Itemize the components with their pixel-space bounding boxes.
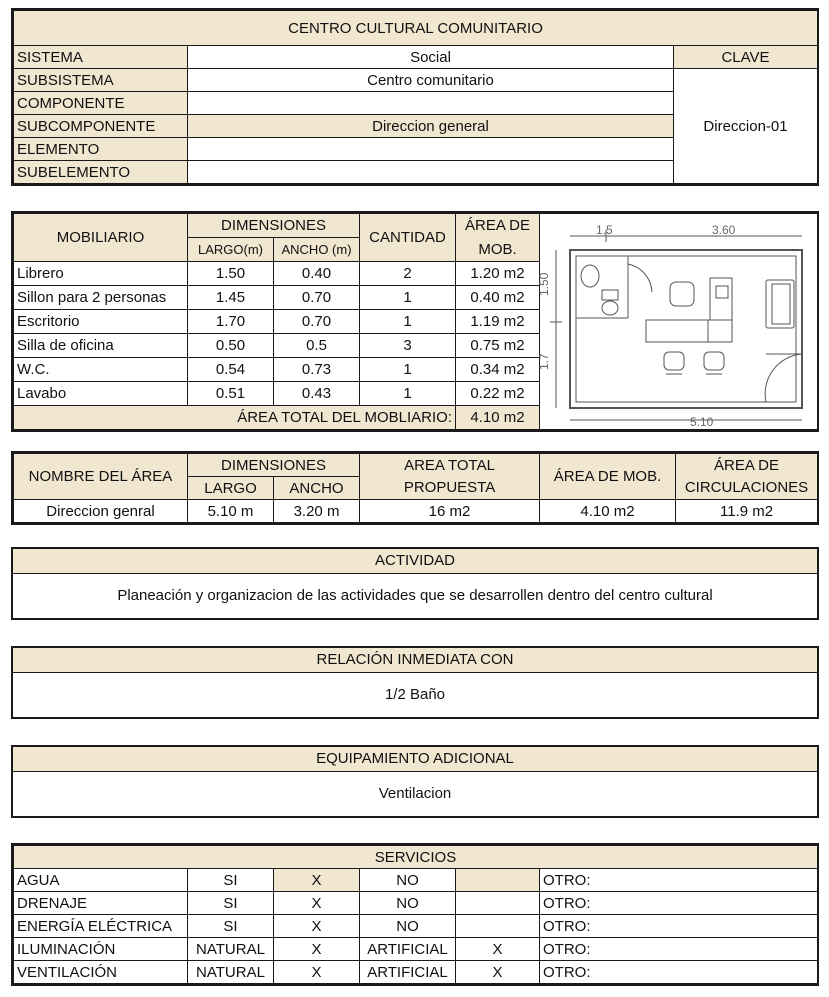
servicio-otro: OTRO: [540, 869, 818, 892]
servicio-opt2: ARTIFICIAL [360, 961, 456, 984]
servicio-name: ENERGÍA ELÉCTRICA [14, 915, 188, 938]
area-nombre: Direccion genral [14, 500, 188, 523]
document-title: CENTRO CULTURAL COMUNITARIO [14, 11, 818, 46]
mob-cantidad: 1 [360, 310, 456, 334]
col-dimensiones-area: DIMENSIONES [188, 454, 360, 477]
area-ancho: 3.20 m [274, 500, 360, 523]
label-elemento: ELEMENTO [14, 138, 188, 161]
value-sistema: Social [188, 46, 674, 69]
servicio-opt2: ARTIFICIAL [360, 938, 456, 961]
table-row [14, 915, 818, 938]
mob-name: Sillon para 2 personas [14, 286, 188, 310]
mob-ancho: 0.40 [274, 262, 360, 286]
servicio-mark2 [456, 915, 540, 938]
mob-cantidad: 2 [360, 262, 456, 286]
value-subelemento [188, 161, 674, 184]
col-ancho-area: ANCHO [274, 477, 360, 500]
identification-table [11, 8, 819, 186]
servicio-name: ILUMINACIÓN [14, 938, 188, 961]
servicio-opt1: SI [188, 869, 274, 892]
mob-area: 0.34 m2 [456, 358, 540, 382]
mob-largo: 1.50 [188, 262, 274, 286]
equipamiento-text: Ventilacion [378, 785, 452, 802]
mob-name: W.C. [14, 358, 188, 382]
col-area-1: ÁREA DE [456, 214, 540, 238]
col-circ-1: ÁREA DE [676, 454, 818, 477]
area-mob: 4.10 m2 [540, 500, 676, 523]
mob-area: 0.40 m2 [456, 286, 540, 310]
mob-largo: 1.45 [188, 286, 274, 310]
col-cantidad: CANTIDAD [360, 214, 456, 262]
relacion-section [11, 646, 819, 719]
servicio-opt2: NO [360, 892, 456, 915]
servicio-mark2: X [456, 961, 540, 984]
label-subcomponente: SUBCOMPONENTE [14, 115, 188, 138]
servicio-opt1: SI [188, 892, 274, 915]
mob-name: Librero [14, 262, 188, 286]
col-ancho: ANCHO (m) [274, 238, 360, 262]
mob-ancho: 0.43 [274, 382, 360, 406]
plan-dim-top-1: 1.5 [596, 223, 613, 237]
col-circ-2: CIRCULACIONES [676, 477, 818, 500]
mob-largo: 0.54 [188, 358, 274, 382]
label-componente: COMPONENTE [14, 92, 188, 115]
area-total: 16 m2 [360, 500, 540, 523]
table-row [14, 869, 818, 892]
servicios-table [11, 843, 819, 986]
mob-ancho: 0.70 [274, 310, 360, 334]
table-row [14, 500, 818, 523]
servicio-mark1: X [274, 892, 360, 915]
mob-cantidad: 1 [360, 358, 456, 382]
mob-area: 1.20 m2 [456, 262, 540, 286]
mob-area: 0.22 m2 [456, 382, 540, 406]
table-row [14, 938, 818, 961]
servicio-name: VENTILACIÓN [14, 961, 188, 984]
label-subelemento: SUBELEMENTO [14, 161, 188, 184]
actividad-section [11, 547, 819, 620]
col-dimensiones: DIMENSIONES [188, 214, 360, 238]
servicio-mark2 [456, 869, 540, 892]
value-elemento [188, 138, 674, 161]
mob-largo: 0.50 [188, 334, 274, 358]
servicio-opt1: NATURAL [188, 938, 274, 961]
servicio-opt2: NO [360, 915, 456, 938]
actividad-text: Planeación y organizacion de las actividades que se desarrollen dentro del centro cultural [117, 587, 713, 604]
mob-name: Lavabo [14, 382, 188, 406]
servicio-mark2: X [456, 938, 540, 961]
servicio-mark1: X [274, 961, 360, 984]
mob-ancho: 0.73 [274, 358, 360, 382]
servicio-mark2 [456, 892, 540, 915]
total-mobiliario-value: 4.10 m2 [456, 406, 540, 430]
table-row [14, 892, 818, 915]
mob-cantidad: 1 [360, 286, 456, 310]
servicios-title: SERVICIOS [14, 846, 818, 869]
servicio-otro: OTRO: [540, 892, 818, 915]
plan-dim-top-2: 3.60 [712, 223, 736, 237]
col-mobiliario: MOBILIARIO [14, 214, 188, 262]
equipamiento-title: EQUIPAMIENTO ADICIONAL [13, 747, 817, 772]
col-nombre-area: NOMBRE DEL ÁREA [14, 454, 188, 500]
mob-name: Escritorio [14, 310, 188, 334]
clave-value: Direccion-01 [674, 69, 818, 184]
servicio-mark1: X [274, 915, 360, 938]
mob-name: Silla de oficina [14, 334, 188, 358]
servicio-otro: OTRO: [540, 915, 818, 938]
col-total-2: PROPUESTA [360, 477, 540, 500]
table-row [14, 961, 818, 984]
servicio-name: DRENAJE [14, 892, 188, 915]
mob-largo: 1.70 [188, 310, 274, 334]
col-area-2: MOB. [456, 238, 540, 262]
area-table [11, 451, 819, 525]
area-circ: 11.9 m2 [676, 500, 818, 523]
value-subsistema: Centro comunitario [188, 69, 674, 92]
servicio-mark1: X [274, 869, 360, 892]
col-total-1: AREA TOTAL [360, 454, 540, 477]
label-subsistema: SUBSISTEMA [14, 69, 188, 92]
label-sistema: SISTEMA [14, 46, 188, 69]
mob-cantidad: 3 [360, 334, 456, 358]
value-subcomponente: Direccion general [188, 115, 674, 138]
servicio-otro: OTRO: [540, 961, 818, 984]
plan-dim-bottom: 5.10 [690, 415, 714, 429]
mob-ancho: 0.5 [274, 334, 360, 358]
total-mobiliario-label: ÁREA TOTAL DEL MOBLIARIO: [14, 406, 456, 430]
equipamiento-section [11, 745, 819, 818]
mob-area: 0.75 m2 [456, 334, 540, 358]
mob-cantidad: 1 [360, 382, 456, 406]
floor-plan [537, 214, 818, 430]
servicio-opt2: NO [360, 869, 456, 892]
servicio-otro: OTRO: [540, 938, 818, 961]
plan-dim-left-2: 1.7 [537, 353, 552, 370]
area-largo: 5.10 m [188, 500, 274, 523]
servicio-name: AGUA [14, 869, 188, 892]
mob-ancho: 0.70 [274, 286, 360, 310]
col-largo: LARGO(m) [188, 238, 274, 262]
plan-dim-left-1: 1.50 [537, 272, 552, 296]
relacion-text: 1/2 Baño [384, 686, 446, 703]
servicio-opt1: SI [188, 915, 274, 938]
actividad-title: ACTIVIDAD [13, 549, 817, 574]
servicio-opt1: NATURAL [188, 961, 274, 984]
col-area-mob: ÁREA DE MOB. [540, 454, 676, 500]
mob-area: 1.19 m2 [456, 310, 540, 334]
servicio-mark1: X [274, 938, 360, 961]
mob-largo: 0.51 [188, 382, 274, 406]
clave-label: CLAVE [674, 46, 818, 69]
value-componente [188, 92, 674, 115]
col-largo-area: LARGO [188, 477, 274, 500]
mobiliario-table [11, 211, 819, 432]
relacion-title: RELACIÓN INMEDIATA CON [13, 648, 817, 673]
